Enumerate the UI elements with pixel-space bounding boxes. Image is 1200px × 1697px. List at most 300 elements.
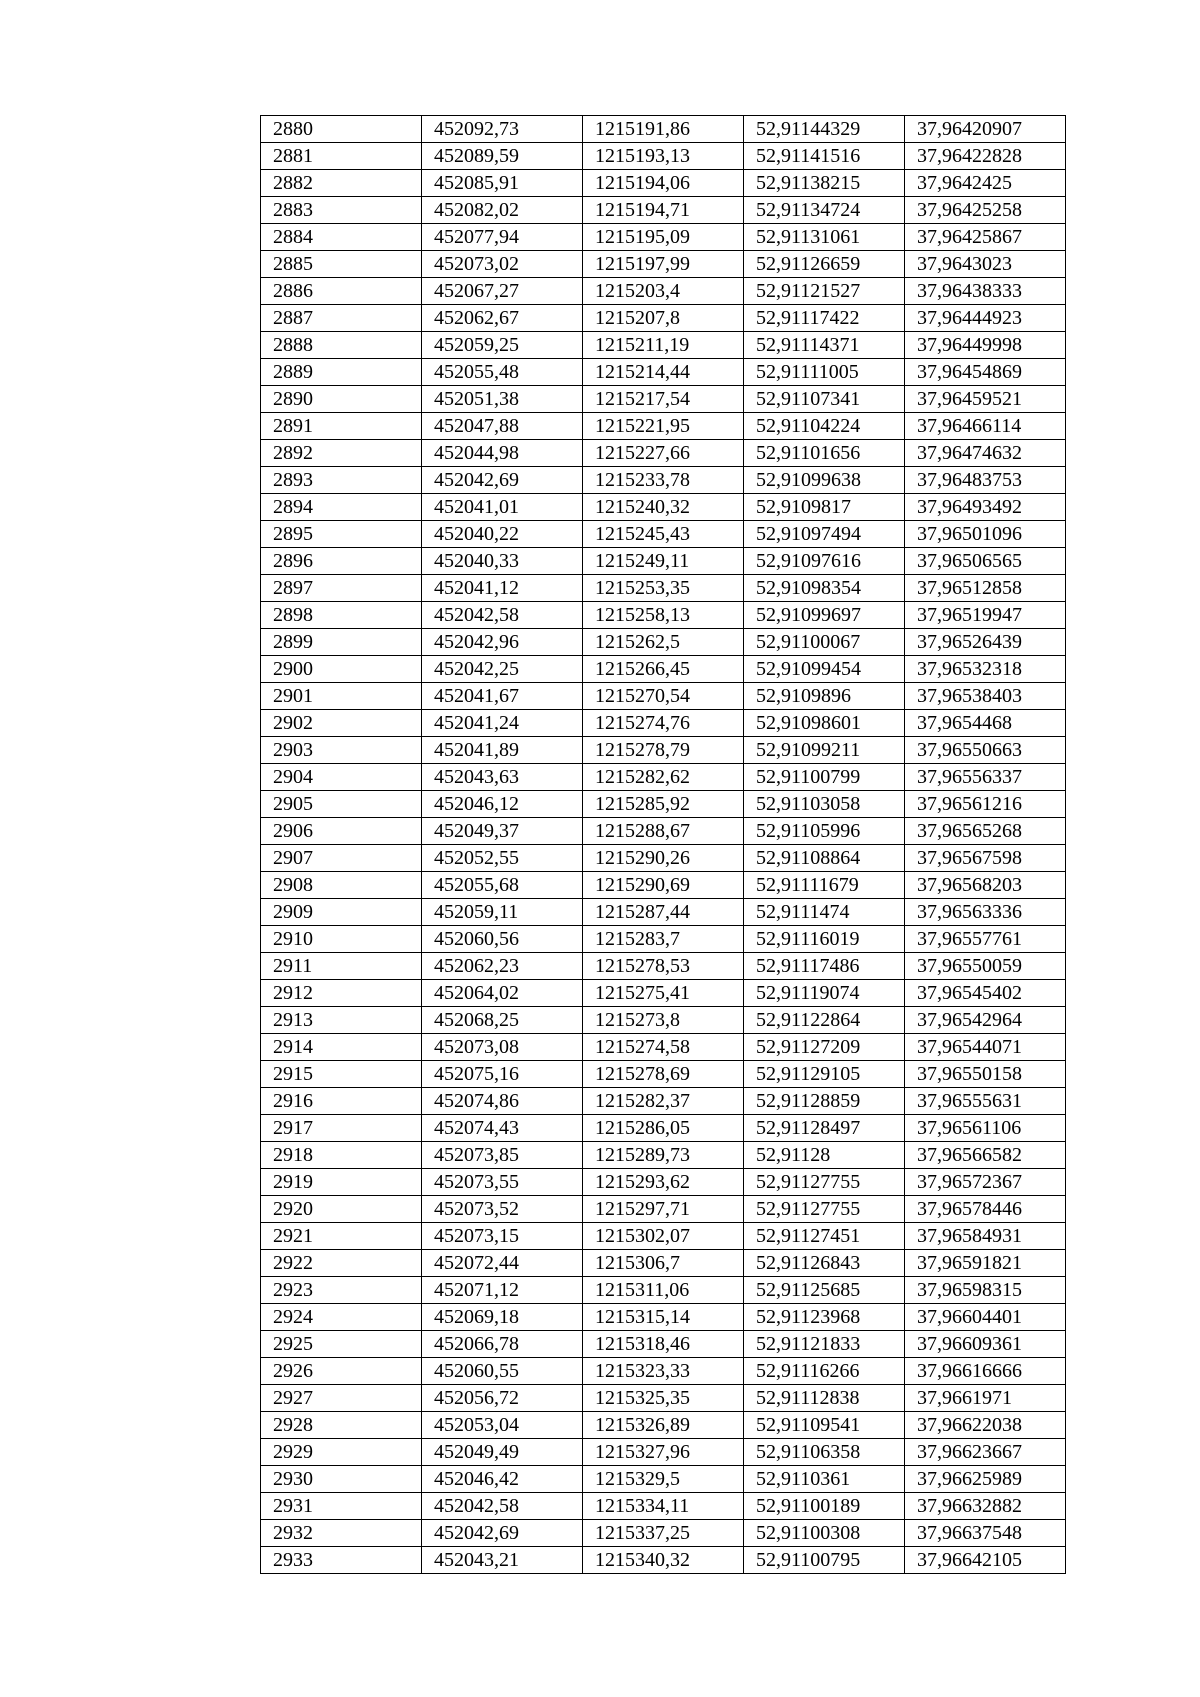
y-coordinate-cell: 1215318,46 bbox=[583, 1331, 744, 1358]
longitude-cell: 37,96555631 bbox=[905, 1088, 1066, 1115]
latitude-cell: 52,91105996 bbox=[744, 818, 905, 845]
longitude-cell: 37,96622038 bbox=[905, 1412, 1066, 1439]
x-coordinate-cell: 452073,15 bbox=[422, 1223, 583, 1250]
longitude-cell: 37,9642425 bbox=[905, 170, 1066, 197]
x-coordinate-cell: 452073,55 bbox=[422, 1169, 583, 1196]
x-coordinate-cell: 452073,08 bbox=[422, 1034, 583, 1061]
longitude-cell: 37,96538403 bbox=[905, 683, 1066, 710]
longitude-cell: 37,96604401 bbox=[905, 1304, 1066, 1331]
latitude-cell: 52,9109896 bbox=[744, 683, 905, 710]
x-coordinate-cell: 452053,04 bbox=[422, 1412, 583, 1439]
table-row bbox=[261, 1142, 1066, 1169]
x-coordinate-cell: 452052,55 bbox=[422, 845, 583, 872]
y-coordinate-cell: 1215337,25 bbox=[583, 1520, 744, 1547]
y-coordinate-cell: 1215193,13 bbox=[583, 143, 744, 170]
point-number-cell: 2885 bbox=[261, 251, 422, 278]
longitude-cell: 37,96545402 bbox=[905, 980, 1066, 1007]
point-number-cell: 2905 bbox=[261, 791, 422, 818]
latitude-cell: 52,91100067 bbox=[744, 629, 905, 656]
x-coordinate-cell: 452089,59 bbox=[422, 143, 583, 170]
y-coordinate-cell: 1215253,35 bbox=[583, 575, 744, 602]
point-number-cell: 2898 bbox=[261, 602, 422, 629]
y-coordinate-cell: 1215249,11 bbox=[583, 548, 744, 575]
table-row bbox=[261, 143, 1066, 170]
table-row bbox=[261, 467, 1066, 494]
y-coordinate-cell: 1215240,32 bbox=[583, 494, 744, 521]
y-coordinate-cell: 1215197,99 bbox=[583, 251, 744, 278]
x-coordinate-cell: 452077,94 bbox=[422, 224, 583, 251]
x-coordinate-cell: 452046,12 bbox=[422, 791, 583, 818]
latitude-cell: 52,91117486 bbox=[744, 953, 905, 980]
latitude-cell: 52,91097494 bbox=[744, 521, 905, 548]
table-row bbox=[261, 1385, 1066, 1412]
x-coordinate-cell: 452041,01 bbox=[422, 494, 583, 521]
table-row bbox=[261, 116, 1066, 143]
y-coordinate-cell: 1215306,7 bbox=[583, 1250, 744, 1277]
point-number-cell: 2913 bbox=[261, 1007, 422, 1034]
x-coordinate-cell: 452051,38 bbox=[422, 386, 583, 413]
y-coordinate-cell: 1215258,13 bbox=[583, 602, 744, 629]
latitude-cell: 52,91114371 bbox=[744, 332, 905, 359]
table-row bbox=[261, 845, 1066, 872]
latitude-cell: 52,91141516 bbox=[744, 143, 905, 170]
longitude-cell: 37,96474632 bbox=[905, 440, 1066, 467]
x-coordinate-cell: 452074,86 bbox=[422, 1088, 583, 1115]
longitude-cell: 37,96563336 bbox=[905, 899, 1066, 926]
longitude-cell: 37,9643023 bbox=[905, 251, 1066, 278]
x-coordinate-cell: 452042,58 bbox=[422, 1493, 583, 1520]
table-row bbox=[261, 413, 1066, 440]
point-number-cell: 2883 bbox=[261, 197, 422, 224]
point-number-cell: 2931 bbox=[261, 1493, 422, 1520]
point-number-cell: 2882 bbox=[261, 170, 422, 197]
table-row bbox=[261, 1115, 1066, 1142]
table-row bbox=[261, 224, 1066, 251]
table-row bbox=[261, 548, 1066, 575]
point-number-cell: 2933 bbox=[261, 1547, 422, 1574]
latitude-cell: 52,91134724 bbox=[744, 197, 905, 224]
y-coordinate-cell: 1215203,4 bbox=[583, 278, 744, 305]
y-coordinate-cell: 1215217,54 bbox=[583, 386, 744, 413]
latitude-cell: 52,91112838 bbox=[744, 1385, 905, 1412]
latitude-cell: 52,91121527 bbox=[744, 278, 905, 305]
table-row bbox=[261, 899, 1066, 926]
longitude-cell: 37,96444923 bbox=[905, 305, 1066, 332]
longitude-cell: 37,96449998 bbox=[905, 332, 1066, 359]
table-row bbox=[261, 1520, 1066, 1547]
point-number-cell: 2919 bbox=[261, 1169, 422, 1196]
y-coordinate-cell: 1215290,69 bbox=[583, 872, 744, 899]
x-coordinate-cell: 452062,67 bbox=[422, 305, 583, 332]
y-coordinate-cell: 1215287,44 bbox=[583, 899, 744, 926]
latitude-cell: 52,91117422 bbox=[744, 305, 905, 332]
longitude-cell: 37,96616666 bbox=[905, 1358, 1066, 1385]
y-coordinate-cell: 1215302,07 bbox=[583, 1223, 744, 1250]
table-row bbox=[261, 1196, 1066, 1223]
y-coordinate-cell: 1215214,44 bbox=[583, 359, 744, 386]
latitude-cell: 52,91126843 bbox=[744, 1250, 905, 1277]
table-row bbox=[261, 1169, 1066, 1196]
point-number-cell: 2897 bbox=[261, 575, 422, 602]
y-coordinate-cell: 1215194,71 bbox=[583, 197, 744, 224]
x-coordinate-cell: 452066,78 bbox=[422, 1331, 583, 1358]
latitude-cell: 52,91116019 bbox=[744, 926, 905, 953]
longitude-cell: 37,96506565 bbox=[905, 548, 1066, 575]
longitude-cell: 37,96609361 bbox=[905, 1331, 1066, 1358]
point-number-cell: 2907 bbox=[261, 845, 422, 872]
x-coordinate-cell: 452059,25 bbox=[422, 332, 583, 359]
latitude-cell: 52,91131061 bbox=[744, 224, 905, 251]
table-row bbox=[261, 1412, 1066, 1439]
table-row bbox=[261, 575, 1066, 602]
longitude-cell: 37,96623667 bbox=[905, 1439, 1066, 1466]
point-number-cell: 2927 bbox=[261, 1385, 422, 1412]
y-coordinate-cell: 1215283,7 bbox=[583, 926, 744, 953]
x-coordinate-cell: 452041,67 bbox=[422, 683, 583, 710]
latitude-cell: 52,91104224 bbox=[744, 413, 905, 440]
longitude-cell: 37,96422828 bbox=[905, 143, 1066, 170]
table-row bbox=[261, 386, 1066, 413]
longitude-cell: 37,9654468 bbox=[905, 710, 1066, 737]
y-coordinate-cell: 1215221,95 bbox=[583, 413, 744, 440]
table-row bbox=[261, 872, 1066, 899]
latitude-cell: 52,91127451 bbox=[744, 1223, 905, 1250]
table-row bbox=[261, 1493, 1066, 1520]
point-number-cell: 2916 bbox=[261, 1088, 422, 1115]
y-coordinate-cell: 1215334,11 bbox=[583, 1493, 744, 1520]
point-number-cell: 2884 bbox=[261, 224, 422, 251]
longitude-cell: 37,96459521 bbox=[905, 386, 1066, 413]
table-row bbox=[261, 1277, 1066, 1304]
latitude-cell: 52,91100308 bbox=[744, 1520, 905, 1547]
point-number-cell: 2912 bbox=[261, 980, 422, 1007]
point-number-cell: 2893 bbox=[261, 467, 422, 494]
latitude-cell: 52,91109541 bbox=[744, 1412, 905, 1439]
point-number-cell: 2899 bbox=[261, 629, 422, 656]
longitude-cell: 37,96561216 bbox=[905, 791, 1066, 818]
latitude-cell: 52,91098601 bbox=[744, 710, 905, 737]
longitude-cell: 37,96572367 bbox=[905, 1169, 1066, 1196]
table-row bbox=[261, 1088, 1066, 1115]
y-coordinate-cell: 1215266,45 bbox=[583, 656, 744, 683]
point-number-cell: 2932 bbox=[261, 1520, 422, 1547]
x-coordinate-cell: 452043,63 bbox=[422, 764, 583, 791]
point-number-cell: 2928 bbox=[261, 1412, 422, 1439]
y-coordinate-cell: 1215278,53 bbox=[583, 953, 744, 980]
x-coordinate-cell: 452092,73 bbox=[422, 116, 583, 143]
x-coordinate-cell: 452042,69 bbox=[422, 1520, 583, 1547]
point-number-cell: 2922 bbox=[261, 1250, 422, 1277]
longitude-cell: 37,96637548 bbox=[905, 1520, 1066, 1547]
longitude-cell: 37,96591821 bbox=[905, 1250, 1066, 1277]
longitude-cell: 37,96519947 bbox=[905, 602, 1066, 629]
longitude-cell: 37,96598315 bbox=[905, 1277, 1066, 1304]
table-row bbox=[261, 1331, 1066, 1358]
y-coordinate-cell: 1215262,5 bbox=[583, 629, 744, 656]
table-row bbox=[261, 197, 1066, 224]
point-number-cell: 2909 bbox=[261, 899, 422, 926]
table-row bbox=[261, 1007, 1066, 1034]
x-coordinate-cell: 452041,12 bbox=[422, 575, 583, 602]
point-number-cell: 2921 bbox=[261, 1223, 422, 1250]
longitude-cell: 37,96542964 bbox=[905, 1007, 1066, 1034]
point-number-cell: 2894 bbox=[261, 494, 422, 521]
y-coordinate-cell: 1215194,06 bbox=[583, 170, 744, 197]
latitude-cell: 52,91126659 bbox=[744, 251, 905, 278]
latitude-cell: 52,91100189 bbox=[744, 1493, 905, 1520]
point-number-cell: 2890 bbox=[261, 386, 422, 413]
x-coordinate-cell: 452075,16 bbox=[422, 1061, 583, 1088]
x-coordinate-cell: 452041,89 bbox=[422, 737, 583, 764]
latitude-cell: 52,91108864 bbox=[744, 845, 905, 872]
point-number-cell: 2914 bbox=[261, 1034, 422, 1061]
latitude-cell: 52,91121833 bbox=[744, 1331, 905, 1358]
x-coordinate-cell: 452060,56 bbox=[422, 926, 583, 953]
point-number-cell: 2886 bbox=[261, 278, 422, 305]
point-number-cell: 2892 bbox=[261, 440, 422, 467]
point-number-cell: 2924 bbox=[261, 1304, 422, 1331]
latitude-cell: 52,91128859 bbox=[744, 1088, 905, 1115]
point-number-cell: 2923 bbox=[261, 1277, 422, 1304]
point-number-cell: 2904 bbox=[261, 764, 422, 791]
table-row bbox=[261, 737, 1066, 764]
y-coordinate-cell: 1215227,66 bbox=[583, 440, 744, 467]
x-coordinate-cell: 452064,02 bbox=[422, 980, 583, 1007]
latitude-cell: 52,91111679 bbox=[744, 872, 905, 899]
latitude-cell: 52,9110361 bbox=[744, 1466, 905, 1493]
longitude-cell: 37,96501096 bbox=[905, 521, 1066, 548]
longitude-cell: 37,96557761 bbox=[905, 926, 1066, 953]
table-row bbox=[261, 1466, 1066, 1493]
coordinates-table bbox=[260, 115, 1066, 1574]
y-coordinate-cell: 1215270,54 bbox=[583, 683, 744, 710]
x-coordinate-cell: 452044,98 bbox=[422, 440, 583, 467]
point-number-cell: 2930 bbox=[261, 1466, 422, 1493]
y-coordinate-cell: 1215323,33 bbox=[583, 1358, 744, 1385]
table-row bbox=[261, 440, 1066, 467]
point-number-cell: 2887 bbox=[261, 305, 422, 332]
y-coordinate-cell: 1215282,62 bbox=[583, 764, 744, 791]
x-coordinate-cell: 452069,18 bbox=[422, 1304, 583, 1331]
longitude-cell: 37,96550663 bbox=[905, 737, 1066, 764]
y-coordinate-cell: 1215195,09 bbox=[583, 224, 744, 251]
longitude-cell: 37,96568203 bbox=[905, 872, 1066, 899]
y-coordinate-cell: 1215233,78 bbox=[583, 467, 744, 494]
y-coordinate-cell: 1215273,8 bbox=[583, 1007, 744, 1034]
latitude-cell: 52,91144329 bbox=[744, 116, 905, 143]
table-row bbox=[261, 1061, 1066, 1088]
x-coordinate-cell: 452068,25 bbox=[422, 1007, 583, 1034]
longitude-cell: 37,96532318 bbox=[905, 656, 1066, 683]
y-coordinate-cell: 1215289,73 bbox=[583, 1142, 744, 1169]
coordinates-table-body bbox=[261, 116, 1066, 1574]
longitude-cell: 37,96565268 bbox=[905, 818, 1066, 845]
x-coordinate-cell: 452072,44 bbox=[422, 1250, 583, 1277]
longitude-cell: 37,96550158 bbox=[905, 1061, 1066, 1088]
x-coordinate-cell: 452056,72 bbox=[422, 1385, 583, 1412]
y-coordinate-cell: 1215207,8 bbox=[583, 305, 744, 332]
point-number-cell: 2881 bbox=[261, 143, 422, 170]
point-number-cell: 2901 bbox=[261, 683, 422, 710]
x-coordinate-cell: 452046,42 bbox=[422, 1466, 583, 1493]
y-coordinate-cell: 1215278,79 bbox=[583, 737, 744, 764]
table-row bbox=[261, 1034, 1066, 1061]
table-row bbox=[261, 305, 1066, 332]
longitude-cell: 37,96556337 bbox=[905, 764, 1066, 791]
longitude-cell: 37,96483753 bbox=[905, 467, 1066, 494]
y-coordinate-cell: 1215325,35 bbox=[583, 1385, 744, 1412]
x-coordinate-cell: 452047,88 bbox=[422, 413, 583, 440]
x-coordinate-cell: 452082,02 bbox=[422, 197, 583, 224]
point-number-cell: 2896 bbox=[261, 548, 422, 575]
table-row bbox=[261, 170, 1066, 197]
table-row bbox=[261, 1304, 1066, 1331]
table-row bbox=[261, 629, 1066, 656]
longitude-cell: 37,96425867 bbox=[905, 224, 1066, 251]
point-number-cell: 2917 bbox=[261, 1115, 422, 1142]
y-coordinate-cell: 1215245,43 bbox=[583, 521, 744, 548]
latitude-cell: 52,91119074 bbox=[744, 980, 905, 1007]
table-row bbox=[261, 683, 1066, 710]
x-coordinate-cell: 452042,25 bbox=[422, 656, 583, 683]
y-coordinate-cell: 1215288,67 bbox=[583, 818, 744, 845]
latitude-cell: 52,91099211 bbox=[744, 737, 905, 764]
point-number-cell: 2920 bbox=[261, 1196, 422, 1223]
x-coordinate-cell: 452073,52 bbox=[422, 1196, 583, 1223]
table-row bbox=[261, 656, 1066, 683]
latitude-cell: 52,91123968 bbox=[744, 1304, 905, 1331]
table-row bbox=[261, 521, 1066, 548]
latitude-cell: 52,91128 bbox=[744, 1142, 905, 1169]
x-coordinate-cell: 452042,58 bbox=[422, 602, 583, 629]
point-number-cell: 2929 bbox=[261, 1439, 422, 1466]
table-row bbox=[261, 1439, 1066, 1466]
longitude-cell: 37,96544071 bbox=[905, 1034, 1066, 1061]
latitude-cell: 52,91122864 bbox=[744, 1007, 905, 1034]
y-coordinate-cell: 1215329,5 bbox=[583, 1466, 744, 1493]
latitude-cell: 52,91099697 bbox=[744, 602, 905, 629]
longitude-cell: 37,9661971 bbox=[905, 1385, 1066, 1412]
x-coordinate-cell: 452043,21 bbox=[422, 1547, 583, 1574]
latitude-cell: 52,91100795 bbox=[744, 1547, 905, 1574]
table-row bbox=[261, 1250, 1066, 1277]
point-number-cell: 2926 bbox=[261, 1358, 422, 1385]
longitude-cell: 37,96584931 bbox=[905, 1223, 1066, 1250]
point-number-cell: 2902 bbox=[261, 710, 422, 737]
latitude-cell: 52,91116266 bbox=[744, 1358, 905, 1385]
x-coordinate-cell: 452074,43 bbox=[422, 1115, 583, 1142]
point-number-cell: 2906 bbox=[261, 818, 422, 845]
x-coordinate-cell: 452059,11 bbox=[422, 899, 583, 926]
point-number-cell: 2910 bbox=[261, 926, 422, 953]
x-coordinate-cell: 452049,49 bbox=[422, 1439, 583, 1466]
x-coordinate-cell: 452060,55 bbox=[422, 1358, 583, 1385]
y-coordinate-cell: 1215191,86 bbox=[583, 116, 744, 143]
y-coordinate-cell: 1215275,41 bbox=[583, 980, 744, 1007]
y-coordinate-cell: 1215285,92 bbox=[583, 791, 744, 818]
x-coordinate-cell: 452041,24 bbox=[422, 710, 583, 737]
point-number-cell: 2903 bbox=[261, 737, 422, 764]
longitude-cell: 37,96420907 bbox=[905, 116, 1066, 143]
y-coordinate-cell: 1215293,62 bbox=[583, 1169, 744, 1196]
point-number-cell: 2889 bbox=[261, 359, 422, 386]
x-coordinate-cell: 452040,22 bbox=[422, 521, 583, 548]
longitude-cell: 37,96566582 bbox=[905, 1142, 1066, 1169]
y-coordinate-cell: 1215340,32 bbox=[583, 1547, 744, 1574]
latitude-cell: 52,91100799 bbox=[744, 764, 905, 791]
point-number-cell: 2918 bbox=[261, 1142, 422, 1169]
longitude-cell: 37,96512858 bbox=[905, 575, 1066, 602]
latitude-cell: 52,91127755 bbox=[744, 1196, 905, 1223]
table-row bbox=[261, 359, 1066, 386]
x-coordinate-cell: 452049,37 bbox=[422, 818, 583, 845]
x-coordinate-cell: 452073,85 bbox=[422, 1142, 583, 1169]
latitude-cell: 52,91103058 bbox=[744, 791, 905, 818]
x-coordinate-cell: 452073,02 bbox=[422, 251, 583, 278]
point-number-cell: 2891 bbox=[261, 413, 422, 440]
longitude-cell: 37,96550059 bbox=[905, 953, 1066, 980]
y-coordinate-cell: 1215286,05 bbox=[583, 1115, 744, 1142]
x-coordinate-cell: 452085,91 bbox=[422, 170, 583, 197]
y-coordinate-cell: 1215274,76 bbox=[583, 710, 744, 737]
x-coordinate-cell: 452067,27 bbox=[422, 278, 583, 305]
latitude-cell: 52,91138215 bbox=[744, 170, 905, 197]
table-row bbox=[261, 926, 1066, 953]
point-number-cell: 2911 bbox=[261, 953, 422, 980]
latitude-cell: 52,91097616 bbox=[744, 548, 905, 575]
longitude-cell: 37,96438333 bbox=[905, 278, 1066, 305]
longitude-cell: 37,96632882 bbox=[905, 1493, 1066, 1520]
table-row bbox=[261, 1547, 1066, 1574]
latitude-cell: 52,91128497 bbox=[744, 1115, 905, 1142]
x-coordinate-cell: 452042,96 bbox=[422, 629, 583, 656]
longitude-cell: 37,96466114 bbox=[905, 413, 1066, 440]
table-row bbox=[261, 980, 1066, 1007]
y-coordinate-cell: 1215327,96 bbox=[583, 1439, 744, 1466]
longitude-cell: 37,96625989 bbox=[905, 1466, 1066, 1493]
latitude-cell: 52,91125685 bbox=[744, 1277, 905, 1304]
longitude-cell: 37,96454869 bbox=[905, 359, 1066, 386]
point-number-cell: 2880 bbox=[261, 116, 422, 143]
longitude-cell: 37,96578446 bbox=[905, 1196, 1066, 1223]
table-row bbox=[261, 1358, 1066, 1385]
latitude-cell: 52,91127209 bbox=[744, 1034, 905, 1061]
latitude-cell: 52,91101656 bbox=[744, 440, 905, 467]
table-row bbox=[261, 710, 1066, 737]
table-row bbox=[261, 278, 1066, 305]
table-row bbox=[261, 251, 1066, 278]
latitude-cell: 52,91098354 bbox=[744, 575, 905, 602]
y-coordinate-cell: 1215278,69 bbox=[583, 1061, 744, 1088]
y-coordinate-cell: 1215290,26 bbox=[583, 845, 744, 872]
latitude-cell: 52,9111474 bbox=[744, 899, 905, 926]
x-coordinate-cell: 452062,23 bbox=[422, 953, 583, 980]
x-coordinate-cell: 452042,69 bbox=[422, 467, 583, 494]
point-number-cell: 2915 bbox=[261, 1061, 422, 1088]
y-coordinate-cell: 1215326,89 bbox=[583, 1412, 744, 1439]
x-coordinate-cell: 452055,48 bbox=[422, 359, 583, 386]
point-number-cell: 2908 bbox=[261, 872, 422, 899]
point-number-cell: 2888 bbox=[261, 332, 422, 359]
table-row bbox=[261, 791, 1066, 818]
point-number-cell: 2900 bbox=[261, 656, 422, 683]
table-row bbox=[261, 1223, 1066, 1250]
longitude-cell: 37,96561106 bbox=[905, 1115, 1066, 1142]
latitude-cell: 52,91111005 bbox=[744, 359, 905, 386]
y-coordinate-cell: 1215211,19 bbox=[583, 332, 744, 359]
longitude-cell: 37,96493492 bbox=[905, 494, 1066, 521]
x-coordinate-cell: 452040,33 bbox=[422, 548, 583, 575]
